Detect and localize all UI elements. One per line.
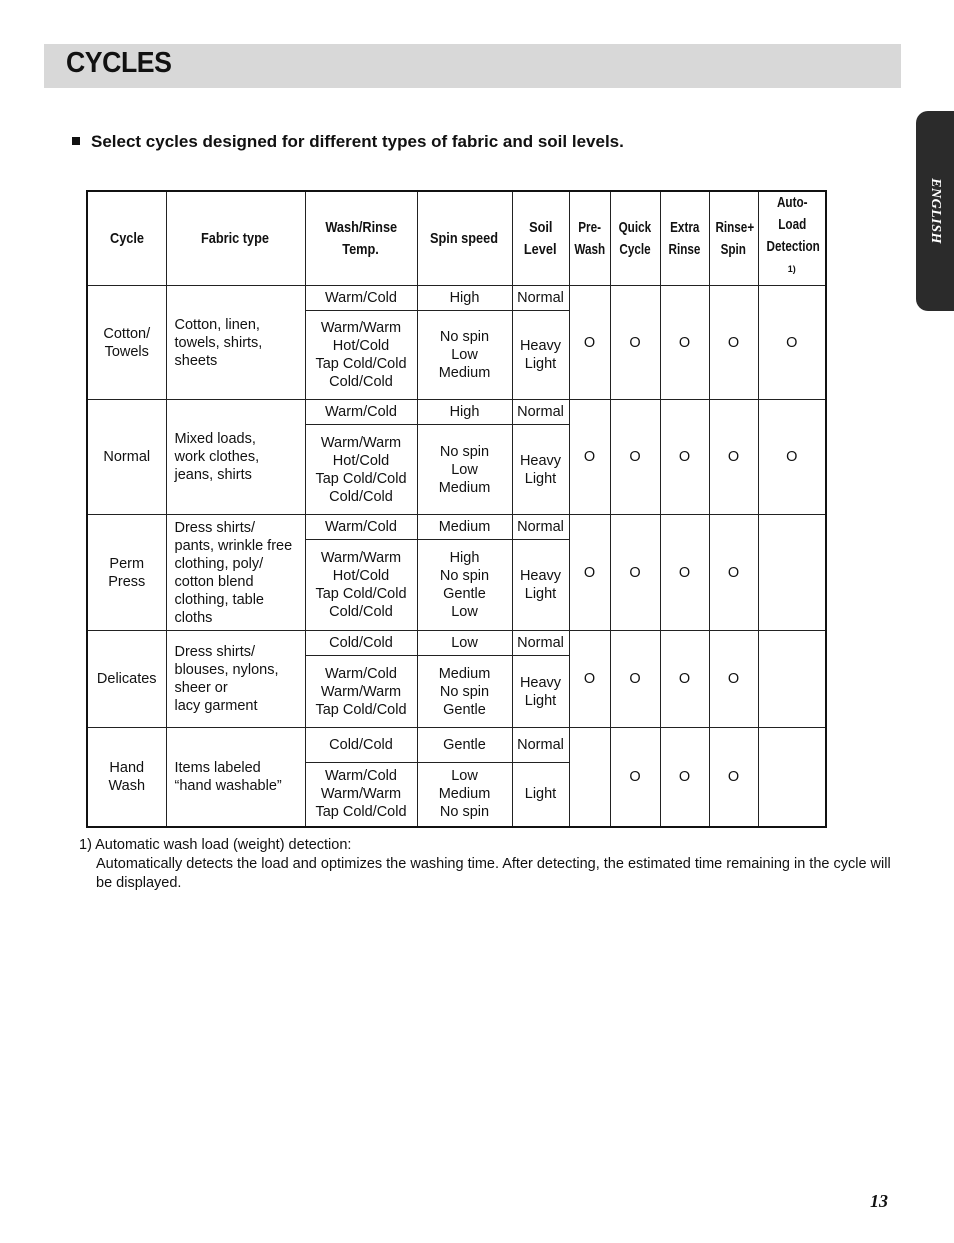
soil-options [512,763,569,827]
spin-options-line: No spin [439,443,490,460]
fabric-type-line: Items labeled [174,759,261,776]
spin-options [417,425,512,515]
col-header-extra-rinse: Extra Rinse [660,191,709,286]
spin-default-line: High [449,404,480,420]
temp-options [305,311,417,400]
cycle-name [87,728,166,827]
fabric-type-line: lacy garment [174,698,258,714]
cycles-table [86,190,827,828]
soil-options [512,311,569,400]
option-auto-load: O [758,400,826,515]
table-row [87,728,826,763]
spin-options [417,763,512,827]
soil-default [512,631,569,656]
option-auto-load [758,728,826,827]
option-quick-cycle: O [610,400,660,515]
temp-options-line: Cold/Cold [329,374,393,390]
fabric-type-line: clothing, table cloths [174,591,264,626]
cycle-name-line: Towels [104,343,149,360]
option-prewash [569,728,610,827]
temp-options-line: Warm/Warm [320,434,402,451]
page-title: CYCLES [66,47,172,79]
spin-options-line: Low [451,347,478,363]
spin-options-line: High [449,550,480,566]
soil-default-line: Normal [517,635,564,651]
temp-options [305,763,417,827]
table-row [87,631,826,656]
col-header-rinse-spin: Rinse+ Spin [709,191,758,286]
cycle-name-line: Hand [109,759,145,776]
fabric-type [166,728,305,827]
cycle-name-line: Normal [103,449,151,465]
table-row [87,515,826,540]
col-header-prewash: Pre- Wash [569,191,610,286]
spin-options [417,656,512,728]
option-extra-rinse: O [660,400,709,515]
spin-options-line: Gentle [443,586,486,602]
cycle-name-line: Press [108,573,146,590]
temp-options-line: Tap Cold/Cold [315,470,407,487]
option-prewash: O [569,286,610,400]
soil-default [512,286,569,311]
temp-default [305,400,417,425]
col-header-quick: Quick Cycle [610,191,660,286]
spin-options-line: Medium [438,665,491,682]
table-row [87,400,826,425]
spin-options-line: Medium [438,479,491,496]
temp-default-line: Warm/Cold [325,404,397,420]
fabric-type-line: Cotton, linen, [174,316,260,333]
col-header-spin: Spin speed [417,191,512,286]
spin-options-line: Low [451,461,478,478]
cycle-name [87,515,166,631]
spin-default-line: High [449,290,480,306]
soil-options-line: Light [524,786,557,803]
fabric-type-line: sheer or [174,680,228,696]
soil-options-line: Light [524,692,557,709]
col-header-soil: Soil Level [512,191,569,286]
spin-default [417,631,512,656]
temp-options-line: Warm/Cold [325,665,397,682]
header-bar [44,44,901,88]
soil-options-line: Heavy [519,452,562,469]
soil-options-line: Heavy [519,674,562,691]
col-header-temp: Wash/Rinse Temp. [305,191,417,286]
fabric-type-line: blouses, nylons, [174,662,279,678]
temp-options [305,656,417,728]
fabric-type-line: jeans, shirts [174,467,252,483]
cycle-name [87,631,166,728]
soil-default-line: Normal [517,290,564,306]
option-auto-load [758,631,826,728]
spin-default [417,515,512,540]
temp-default-line: Cold/Cold [329,635,393,651]
fabric-type-line: towels, shirts, [174,334,263,351]
temp-options-line: Warm/Cold [325,768,397,785]
spin-default-line: Low [451,635,478,651]
language-tab [916,111,954,311]
soil-options-line: Heavy [519,568,562,584]
temp-options-line: Tap Cold/Cold [315,356,407,372]
temp-options-line: Cold/Cold [329,488,393,505]
intro-line [72,132,624,152]
option-auto-load [758,515,826,631]
option-quick-cycle: O [610,631,660,728]
soil-default-line: Normal [517,519,564,535]
footnote-body: Automatically detects the load and optimizes the washing time. After detecting, the estimated time remaining in the cycle will be displayed. [96,856,891,891]
spin-options [417,311,512,400]
spin-default [417,286,512,311]
option-prewash: O [569,515,610,631]
footnote-marker: 1) [79,837,92,853]
temp-default [305,631,417,656]
cycle-name-line: Perm [109,555,145,572]
option-rinse-spin: O [709,631,758,728]
temp-options-line: Warm/Warm [320,550,402,566]
fabric-type [166,631,305,728]
soil-options-line: Light [524,586,557,602]
header-row [87,191,826,286]
spin-default-line: Gentle [443,737,486,753]
option-extra-rinse: O [660,515,709,631]
soil-default-line: Normal [517,737,564,753]
option-rinse-spin: O [709,728,758,827]
fabric-type-line: Dress shirts/ [174,644,256,660]
spin-options-line: No spin [439,804,490,821]
cycle-name-line: Cotton/ [103,325,151,342]
fabric-type-line: Mixed loads, [174,431,256,447]
fabric-type-line: pants, wrinkle free [174,537,293,554]
footnote-title: Automatic wash load (weight) detection: [95,837,352,853]
option-auto-load: O [758,286,826,400]
soil-default [512,400,569,425]
option-extra-rinse: O [660,631,709,728]
soil-default [512,728,569,763]
option-quick-cycle: O [610,515,660,631]
temp-options-line: Hot/Cold [332,568,390,584]
language-tab-label: ENGLISH [928,178,943,244]
option-extra-rinse: O [660,728,709,827]
soil-default [512,515,569,540]
option-extra-rinse: O [660,286,709,400]
page-number: 13 [870,1191,888,1211]
intro-text: Select cycles designed for different types of fabric and soil levels. [91,132,624,151]
col-header-auto-load: Auto-Load Detection$^{1)}$ [758,191,826,286]
option-rinse-spin: O [709,400,758,515]
temp-options-line: Hot/Cold [332,452,390,469]
spin-options-line: Low [451,768,478,785]
temp-options-line: Warm/Warm [320,320,402,336]
spin-options-line: Low [451,604,478,620]
cycle-name [87,400,166,515]
cycle-name-line: Wash [108,777,146,794]
temp-default [305,286,417,311]
cycle-name-line: Delicates [96,671,157,687]
soil-options-line: Light [524,470,557,487]
temp-default [305,728,417,763]
option-rinse-spin: O [709,286,758,400]
fabric-type-line: Dress shirts/ [174,519,256,536]
square-bullet-icon [72,137,80,145]
table-row [87,286,826,311]
temp-default-line: Cold/Cold [329,737,393,753]
temp-default [305,515,417,540]
temp-default-line: Warm/Cold [325,519,397,535]
temp-options-line: Warm/Warm [320,786,402,803]
spin-default [417,728,512,763]
temp-default-line: Warm/Cold [325,290,397,306]
spin-options-line: Gentle [443,701,486,718]
temp-options [305,425,417,515]
spin-options-line: No spin [439,568,490,584]
temp-options-line: Tap Cold/Cold [315,804,407,821]
fabric-type-line: “hand washable” [174,777,282,794]
spin-options-line: Medium [438,786,491,803]
spin-options [417,540,512,631]
soil-default-line: Normal [517,404,564,420]
option-prewash: O [569,631,610,728]
spin-options-line: No spin [439,329,490,345]
soil-options-line: Heavy [519,338,562,354]
temp-options-line: Hot/Cold [332,338,390,354]
temp-options-line: Cold/Cold [329,604,393,620]
fabric-type [166,286,305,400]
fabric-type [166,400,305,515]
temp-options-line: Warm/Warm [320,683,402,700]
soil-options [512,540,569,631]
soil-options [512,425,569,515]
spin-options-line: No spin [439,683,490,700]
fabric-type-line: sheets [174,352,218,369]
temp-options-line: Tap Cold/Cold [315,701,407,718]
fabric-type-line: clothing, poly/ [174,555,264,572]
spin-default-line: Medium [438,519,491,535]
temp-options-line: Tap Cold/Cold [315,586,407,602]
spin-default [417,400,512,425]
col-header-cycle: Cycle [87,191,166,286]
option-prewash: O [569,400,610,515]
option-quick-cycle: O [610,728,660,827]
fabric-type-line: work clothes, [174,449,260,465]
option-rinse-spin: O [709,515,758,631]
fabric-type [166,515,305,631]
spin-options-line: Medium [438,365,491,381]
temp-options [305,540,417,631]
cycle-name [87,286,166,400]
footnote [79,836,899,893]
option-quick-cycle: O [610,286,660,400]
fabric-type-line: cotton blend [174,573,254,590]
col-header-fabric: Fabric type [166,191,305,286]
soil-options-line: Light [524,356,557,372]
soil-options [512,656,569,728]
